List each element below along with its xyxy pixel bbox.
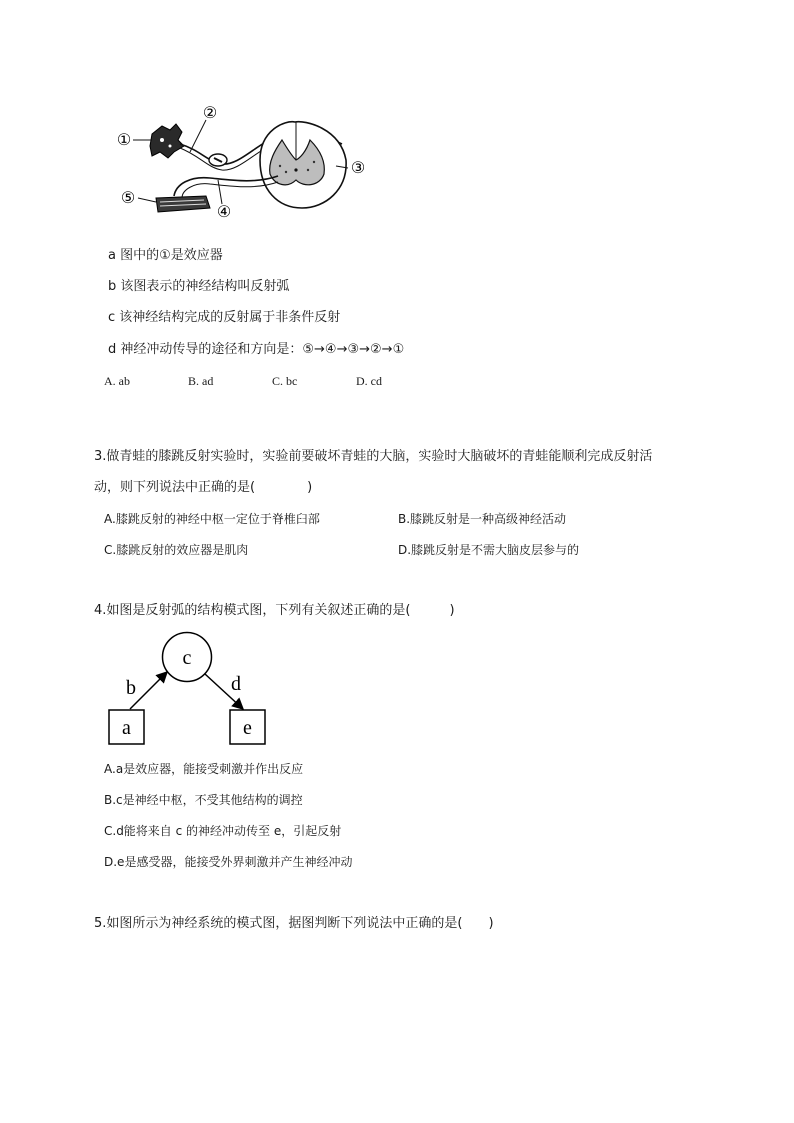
q5-stem: 5.如图所示为神经系统的模式图，据图判断下列说法中正确的是( ): [94, 916, 494, 931]
label-3: [351, 160, 365, 177]
q2-statement-a: a 图中的①是效应器: [108, 248, 223, 263]
label-4: [217, 204, 231, 221]
label-b: b: [126, 677, 136, 699]
q3-option-a[interactable]: A.膝跳反射的神经中枢一定位于脊椎臼部: [104, 512, 320, 526]
label-d: d: [231, 673, 241, 695]
label-1: [117, 132, 131, 149]
reflex-arc-figure: [110, 100, 380, 230]
q3-stem-line1: 3.做青蛙的膝跳反射实验时，实验前要破坏青蛙的大脑，实验时大脑破坏的青蛙能顺利完成反射活: [94, 449, 653, 464]
q3-stem-line2: 动，则下列说法中正确的是( ): [94, 480, 313, 495]
q2-statement-b: b 该图表示的神经结构叫反射弧: [108, 279, 290, 294]
q2-statement-c: c 该神经结构完成的反射属于非条件反射: [108, 310, 341, 325]
svg-text:①: ①: [116, 132, 132, 149]
q4-stem: 4.如图是反射弧的结构模式图，下列有关叙述正确的是( ): [94, 603, 455, 618]
label-a: a: [122, 717, 131, 739]
reflex-arc-diagram: [100, 630, 280, 752]
q3-option-b[interactable]: B.膝跳反射是一种高级神经活动: [398, 512, 567, 526]
q2-option-d[interactable]: D. cd: [356, 374, 382, 388]
label-2: [203, 105, 217, 122]
q4-option-a[interactable]: A.a是效应器，能接受刺激并作出反应: [104, 762, 304, 776]
svg-text:③: ③: [350, 160, 366, 177]
receptor-blob: [150, 124, 184, 158]
svg-text:⑤: ⑤: [120, 190, 136, 207]
q2-option-b[interactable]: B. ad: [188, 374, 214, 388]
effector-muscle: [156, 196, 210, 212]
label-e: e: [243, 717, 252, 739]
q2-option-c[interactable]: C. bc: [272, 374, 298, 388]
q4-option-b[interactable]: B.c是神经中枢，不受其他结构的调控: [104, 793, 303, 807]
q4-option-d[interactable]: D.e是感受器，能接受外界刺激并产生神经冲动: [104, 855, 353, 869]
q4-option-c[interactable]: C.d能将来自 c 的神经冲动传至 e，引起反射: [104, 824, 342, 838]
q2-statement-d: d 神经冲动传导的途径和方向是：⑤→④→③→②→①: [108, 342, 405, 357]
label-5: [121, 190, 135, 207]
spinal-cord: [260, 122, 346, 208]
q2-option-a[interactable]: A. ab: [104, 374, 130, 388]
svg-text:②: ②: [202, 105, 218, 122]
label-c: c: [182, 647, 192, 669]
svg-text:④: ④: [216, 204, 232, 221]
q3-option-c[interactable]: C.膝跳反射的效应器是肌肉: [104, 543, 249, 557]
q3-option-d[interactable]: D.膝跳反射是不需大脑皮层参与的: [398, 543, 580, 557]
